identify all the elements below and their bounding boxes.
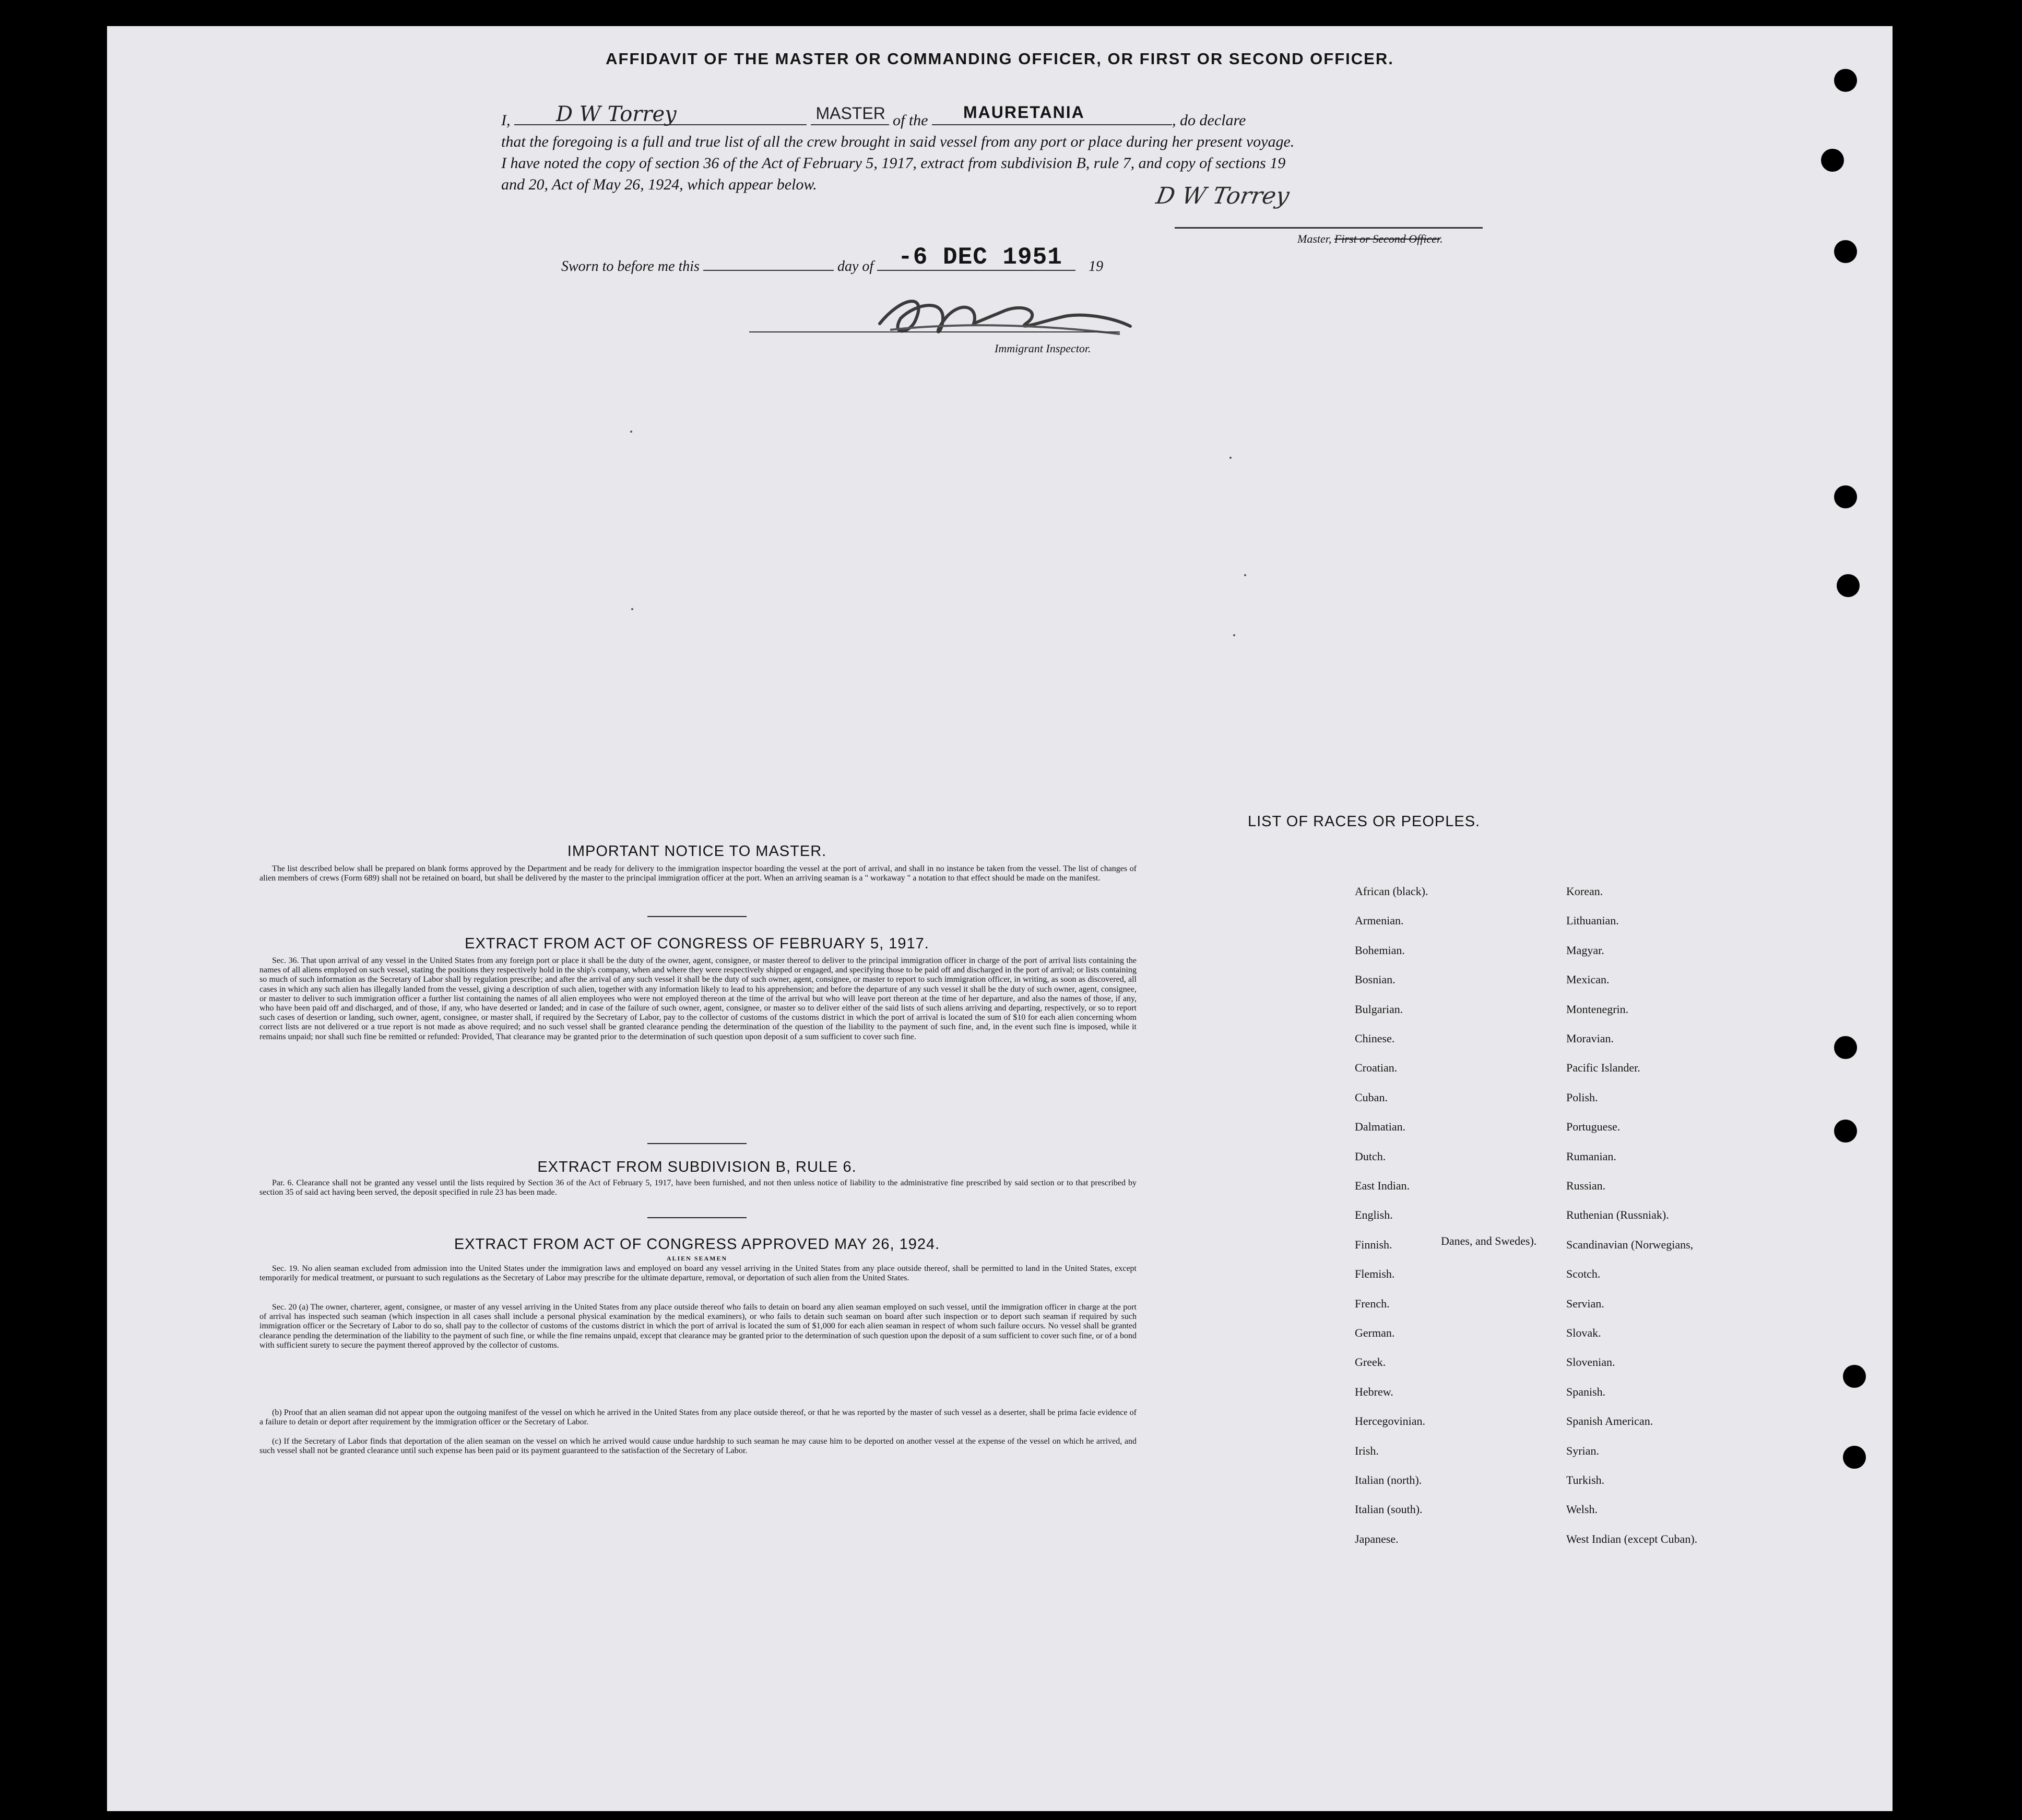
binder-hole [1834,240,1857,263]
race-item: Hebrew. [1355,1385,1393,1398]
rank-handwritten: MASTER [815,104,885,123]
ship-field [932,103,1172,125]
race-item: Finnish. [1355,1238,1392,1251]
speck [1233,634,1235,636]
race-item: Polish. [1566,1090,1598,1104]
race-item: Welsh. [1566,1503,1598,1516]
sworn-year-prefix: 19 [1089,258,1104,275]
rule6-title: EXTRACT FROM SUBDIVISION B, RULE 6. [537,1159,857,1175]
binder-hole [1834,1036,1857,1059]
race-item: Irish. [1355,1444,1379,1457]
race-item: Moravian. [1566,1032,1614,1045]
speck [631,608,633,610]
binder-hole [1843,1446,1866,1469]
caption-master: Master, [1297,232,1332,245]
caption-end: . [1440,232,1443,245]
affidavit-of-the: of the [893,112,928,129]
race-item: Mexican. [1566,973,1610,986]
affidavit-line-4: and 20, Act of May 26, 1924, which appear below. [501,176,817,193]
caption-struck: First or Second Officer [1334,232,1440,245]
race-item: Croatian. [1355,1061,1398,1075]
document-page [107,26,1893,1811]
race-item: East Indian. [1355,1179,1410,1192]
sworn-line [561,244,1104,275]
race-item: Ruthenian (Russniak). [1566,1208,1669,1222]
race-item: Slovak. [1566,1326,1601,1339]
master-name-handwritten: D W Torrey [556,102,677,126]
date-stamp: -6 DEC 1951 [898,244,1062,271]
binder-hole [1834,1120,1857,1143]
race-item: Rumanian. [1566,1149,1616,1163]
divider [647,1217,747,1218]
master-signature: D W Torrey [1154,183,1292,209]
inspector-caption: Immigrant Inspector. [995,342,1091,355]
race-item: Lithuanian. [1566,914,1619,927]
ship-name: MAURETANIA [963,103,1085,122]
divider [647,1143,747,1144]
race-item: Armenian. [1355,914,1404,927]
race-item: Chinese. [1355,1032,1395,1045]
affidavit-pre-name: I, [501,112,511,129]
race-item: Montenegrin. [1566,1002,1629,1016]
race-item: Spanish. [1566,1385,1606,1398]
speck [1229,457,1232,459]
sworn-prefix: Sworn to before me this [561,258,700,275]
race-item: African (black). [1355,885,1428,898]
races-title: LIST OF RACES OR PEOPLES. [1248,813,1481,830]
binder-hole [1834,485,1857,508]
race-item: Syrian. [1566,1444,1599,1457]
affidavit-line-1 [501,102,1613,131]
rule6-text: Par. 6. Clearance shall not be granted any vessel until the lists required by Section 36 of the Act of February 5, 1917, have been furnished, and not then unless notice of liability to the administrative fine prescribed by said section or to that prescribed by section 35 of said act having been served, the deposit specified in rule 23 has been made. [259,1179,1137,1197]
race-item: Bosnian. [1355,973,1396,986]
race-item: English. [1355,1208,1393,1222]
binder-hole [1837,574,1860,597]
race-item: Magyar. [1566,943,1604,957]
race-item: Bulgarian. [1355,1002,1403,1016]
race-item: Cuban. [1355,1090,1388,1104]
race-item: Greek. [1355,1355,1386,1369]
race-item: Korean. [1566,885,1603,898]
notice-text: The list described below shall be prepared on blank forms approved by the Department and be ready for delivery to the immigration inspector boarding the vessel at the port of arrival, and shall in no instance be taken from the vessel. The list of changes of alien members of crews (Form 689) shall not be retained on board, but shall be delivered by the master to the principal immigration officer at the port. When an arriving seaman is a " workaway " a notation to that effect should be made on the manifest. [259,864,1137,883]
affidavit-body [501,102,1613,195]
race-item: Turkish. [1566,1473,1605,1486]
race-item: Russian. [1566,1179,1606,1192]
signature-line [1175,227,1483,229]
race-item: Spanish American. [1566,1414,1653,1428]
race-item: West Indian (except Cuban). [1566,1532,1698,1545]
affidavit-line-3: I have noted the copy of section 36 of the Act of February 5, 1917, extract from subdivision B, rule 7, and copy of sections 19 [501,154,1286,172]
binder-hole [1834,69,1857,92]
extract-1917-text: Sec. 36. That upon arrival of any vessel in the United States from any foreign port or place it shall be the duty of the owner, agent, consignee, or master thereof to deliver to the principal immigration officer in charge of the port of arrival lists containing the names of all aliens employed on such vessel, stating the positions they respectively hold in the ship's company, when and where they were respectively shipped or engaged, and specifying those to be paid off and discharged in the port of arrival; or lists containing so much of such information as the Secretary of Labor shall by regulation prescribe; and after the arrival of any such vessel it shall be the duty of such owner, agent, consignee, or master to report to such immigration officer, in writing, as soon as discovered, all cases in which any such alien has illegally landed from the vessel, giving a description of such alien, together with any information likely to lead to his apprehension; and before the departure of any such vessel it shall be the duty of such owner, agent, consignee, or master to deliver to such immigration officer a further list containing the names of all alien employees who were not employed thereon at the time of the arrival but who will leave port thereon at the time of her departure, and also the names of those, if any, who have been paid off and discharged, and of those, if any, who have deserted or landed; and in case of the failure of such owner, agent, consignee, or master so to deliver either of the said lists of such aliens arriving and departing, respectively, or so to report such cases of desertion or landing, such owner, agent, consignee, or master shall, if required by the Secretary of Labor, pay to the collector of customs of the customs district in which the port of arrival is located the sum of $10 for each alien concerning whom correct lists are not delivered or a true report is not made as above required; and no such vessel shall be granted clearance pending the determination of the question of the liability to the payment of such fine, and, in the event such fine is imposed, while it remains unpaid; nor shall such fine be remitted or refunded: Provided, That clearance may be granted prior to the determination of such question upon deposit of a sum sufficient to cover such fine. [259,956,1137,1041]
affidavit-title: AFFIDAVIT OF THE MASTER OR COMMANDING OFFICER, OR FIRST OR SECOND OFFICER. [606,50,1394,68]
master-name-field [514,102,807,126]
race-item: Japanese. [1355,1532,1399,1545]
race-item: Italian (north). [1355,1473,1422,1486]
race-item: French. [1355,1296,1390,1310]
race-item-continuation: Danes, and Swedes). [1441,1234,1537,1247]
race-item: Slovenian. [1566,1355,1615,1369]
race-item: Dutch. [1355,1149,1386,1163]
sec19-text: Sec. 19. No alien seaman excluded from admission into the United States under the immigration laws and employed on board any vessel arriving in the United States from any place outside thereof, shall be permitted to land in the United States, except temporarily for medical treatment, or pursuant to such regulations as the Secretary of Labor may prescribe for the ultimate departure, removal, or deportation of such alien from the United States. [259,1264,1137,1283]
race-item: Scandinavian (Norwegians, [1566,1238,1694,1251]
race-item: Bohemian. [1355,943,1405,957]
sec20a-text: Sec. 20 (a) The owner, charterer, agent, consignee, or master of any vessel arriving in the United States from any place outside thereof who fails to detain on board any alien seaman employed on such vessel, until the immigration officer in charge at the port of arrival has inspected such seaman (which inspection in all cases shall include a personal physical examination by the medical examiners), or who fails to detain such seaman on board after such inspection or to deport such seaman if required by such immigration officer or the Secretary of Labor to do so, shall pay to the collector of customs of the customs district in which the port of arrival is located the sum of $1,000 for each alien seaman in respect of whom such failure occurs. No vessel shall be granted clearance pending the determination of the liability to the payment of such fine, or while the fine remains unpaid, except that clearance may be granted prior to the determination of such question upon the deposit of a sum sufficient to cover such fine, or of a bond with sufficient surety to secure the payment thereof approved by the collector of customs. [259,1303,1137,1350]
race-item: Pacific Islander. [1566,1061,1640,1075]
affidavit-line-2: that the foregoing is a full and true list of all the crew brought in said vessel from any port or place during her present voyage. [501,133,1295,150]
sworn-day-of: day of [837,258,874,275]
notice-title: IMPORTANT NOTICE TO MASTER. [567,843,827,860]
extract-1924-title: EXTRACT FROM ACT OF CONGRESS APPROVED MAY 26, 1924. [454,1236,940,1253]
binder-hole [1843,1365,1866,1388]
inspector-signature [869,287,1141,344]
speck [630,431,632,433]
sworn-day-field [703,270,834,271]
race-item: Servian. [1566,1296,1604,1310]
extract-1917-title: EXTRACT FROM ACT OF CONGRESS OF FEBRUARY 5, 1917. [465,935,929,952]
binder-hole [1821,149,1844,172]
sec20b-text: (b) Proof that an alien seaman did not appear upon the outgoing manifest of the vessel on which he arrived in the United States from any place outside thereof, or that he was reported by the master of such vessel as a deserter, shall be prima facie evidence of a failure to detain or deport after requirement by the immigration officer or the Secretary of Labor. [259,1408,1137,1427]
race-item: Italian (south). [1355,1503,1423,1516]
race-item: Hercegovinian. [1355,1414,1425,1428]
sec20c-text: (c) If the Secretary of Labor finds that deportation of the alien seaman on the vessel on which he arrived would cause undue hardship to such seaman he may cause him to be deported on another vessel at the expense of the vessel on which he arrived, and such vessel shall not be granted clearance until such expense has been paid or its payment guaranteed to the satisfaction of the Secretary of Labor. [259,1437,1137,1456]
race-item: Flemish. [1355,1267,1395,1281]
alien-seamen-subhead: ALIEN SEAMEN [666,1255,728,1262]
race-item: German. [1355,1326,1395,1339]
inspector-line [749,331,1120,332]
divider [647,916,747,917]
speck [1244,574,1246,576]
race-item: Portuguese. [1566,1120,1621,1134]
race-item: Scotch. [1566,1267,1601,1281]
sworn-month-field [877,244,1075,271]
signature-caption [1297,232,1443,246]
rank-field [811,104,889,125]
race-item: Dalmatian. [1355,1120,1406,1134]
affidavit-do-declare: , do declare [1172,112,1246,129]
